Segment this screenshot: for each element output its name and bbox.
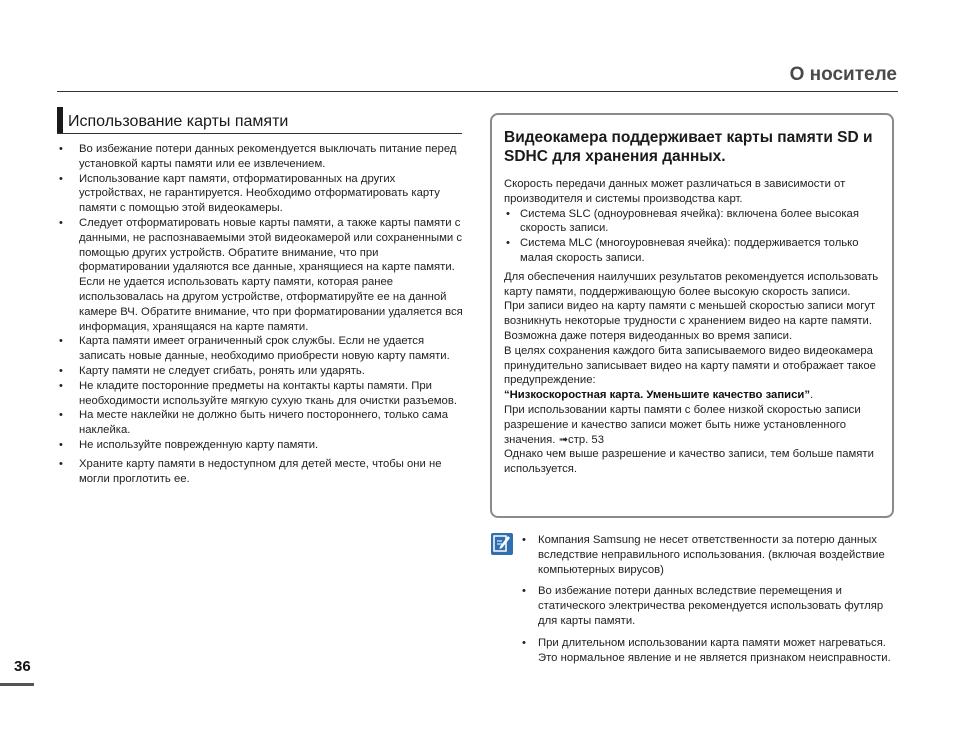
list-item: • Не кладите посторонние предметы на контакты карты памяти. При необходимости используйте мягкую сухую ткань для очистки разъемов. xyxy=(57,379,465,409)
info-paragraph: В целях сохранения каждого бита записываемого видео видеокамера принудительно записывает видео на карту памяти и отображает такое предупреждение: xyxy=(504,344,876,387)
page-header-title: О носителе xyxy=(789,64,897,85)
info-paragraph-text: При использовании карты памяти с более низкой скоростью записи разрешение и качество записи может быть ниже установленного значения. xyxy=(504,403,861,446)
arrow-icon: ➟ xyxy=(558,433,569,446)
list-item: • На месте наклейки не должно быть ничего постороннего, только сама наклейка. xyxy=(57,408,465,438)
list-item: • Система SLC (одноуровневая ячейка): включена более высокая скорость записи. xyxy=(504,207,886,237)
info-paragraph: При записи видео на карту памяти с меньшей скоростью записи могут возникнуть некоторые трудности с хранением видео на карте памяти. xyxy=(504,300,876,328)
list-item: • Карта памяти имеет ограниченный срок службы. Если не удается записать новые данные, необходимо приобрести новую карту памяти. xyxy=(57,334,465,364)
header-divider xyxy=(57,91,898,92)
page-number-bar xyxy=(0,683,34,686)
list-item: • Система MLC (многоуровневая ячейка): поддерживается только малая скорость записи. xyxy=(504,236,886,266)
warning-line xyxy=(504,388,886,403)
section-heading xyxy=(57,107,462,134)
list-item: • Храните карту памяти в недоступном для детей месте, чтобы они не могли проглотить ее. xyxy=(57,457,465,487)
notes-list xyxy=(522,533,894,672)
info-intro: Скорость передачи данных может различаться в зависимости от производителя и системы производства карт. xyxy=(504,178,846,205)
page-reference: стр. 53 xyxy=(568,433,604,446)
list-item: • При длительном использовании карта памяти может нагреваться. Это нормальное явление и не является признаком неисправности. xyxy=(522,636,894,666)
list-item: • Компания Samsung не несет ответственности за потерю данных вследствие неправильного использования. (включая воздействие компьютерных вирусов) xyxy=(522,533,894,577)
list-item: • Не используйте поврежденную карту памяти. xyxy=(57,438,465,453)
memory-card-usage-list xyxy=(57,142,465,486)
list-item: • Во избежание потери данных вследствие перемещения и статического электричества рекомендуется использовать футляр для карты памяти. xyxy=(522,584,894,628)
info-paragraph: Для обеспечения наилучших результатов рекомендуется использовать карту памяти, поддерживающую более высокую скорость записи. xyxy=(504,270,879,298)
sd-sdhc-info-box xyxy=(490,113,894,518)
info-paragraph: Возможна даже потеря видеоданных во время записи. xyxy=(504,329,793,342)
info-paragraph xyxy=(504,403,886,447)
page-number: 36 xyxy=(14,658,31,675)
warning-end: . xyxy=(809,389,814,402)
list-item: • Следует отформатировать новые карты памяти, а также карты памяти с данными, не распознаваемыми этой видеокамерой или сохраненными с помощью других устройств. Обратите внимание, что при форматировании удаляются все данные, хранящиеся на карте памяти. Если не удается использовать карту памяти, которая ранее использовалась на другом устройстве, отформатируйте ее на данной камере ВЧ. Обратите внимание, что при форматировании удаляется вся информация, хранящаяся на карте памяти. xyxy=(57,216,465,334)
list-item: • Во избежание потери данных рекомендуется выключать питание перед установкой карты памяти или ее извлечением. xyxy=(57,142,465,172)
info-box-title: Видеокамера поддерживает карты памяти SD и SDHC для хранения данных. xyxy=(504,129,873,165)
section-heading-text: Использование карты памяти xyxy=(68,113,289,130)
info-box-body xyxy=(504,177,886,477)
cell-type-list xyxy=(504,207,886,266)
list-item: • Использование карт памяти, отформатированных на других устройствах, не гарантируется. Необходимо отформатировать карту памяти с помощью этой видеокамеры. xyxy=(57,172,465,216)
section-heading-marker xyxy=(57,107,63,133)
note-pencil-icon xyxy=(491,533,513,555)
list-item: • Карту памяти не следует сгибать, ронять или ударять. xyxy=(57,364,465,379)
warning-text: “Низкоскоростная карта. Уменьшите качество записи” xyxy=(504,389,810,402)
info-paragraph: Однако чем выше разрешение и качество записи, тем больше памяти используется. xyxy=(504,448,874,476)
